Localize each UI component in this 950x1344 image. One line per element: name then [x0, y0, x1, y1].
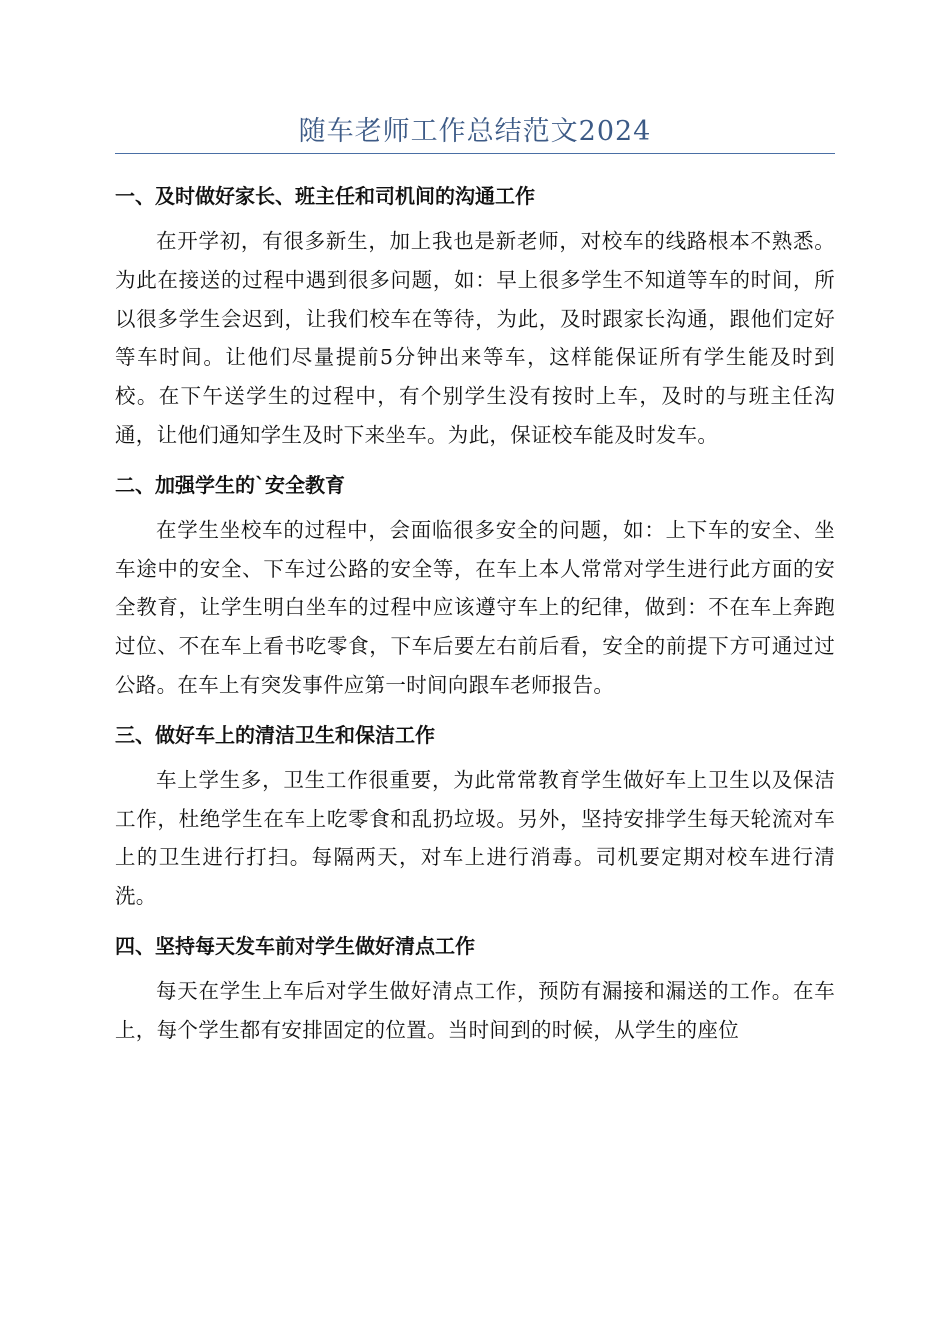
section-2	[115, 465, 835, 705]
section-paragraph: 车上学生多，卫生工作很重要，为此常常教育学生做好车上卫生以及保洁工作，杜绝学生在车上吃零食和乱扔垃圾。另外，坚持安排学生每天轮流对车上的卫生进行打扫。每隔两天，对车上进行消毒。司机要定期对校车进行清洗。	[115, 767, 835, 909]
section-paragraph: 每天在学生上车后对学生做好清点工作，预防有漏接和漏送的工作。在车上，每个学生都有安排固定的位置。当时间到的时候，从学生的座位	[115, 978, 835, 1042]
section-1	[115, 176, 835, 455]
section-heading: 一、及时做好家长、班主任和司机间的沟通工作	[115, 184, 535, 208]
section-paragraph: 在学生坐校车的过程中，会面临很多安全的问题，如：上下车的安全、坐车途中的安全、下车过公路的安全等，在车上本人常常对学生进行此方面的安全教育，让学生明白坐车的过程中应该遵守车上的纪律，做到：不在车上奔跑过位、不在车上看书吃零食，下车后要左右前后看，安全的前提下方可通过过公路。在车上有突发事件应第一时间向跟车老师报告。	[115, 517, 835, 697]
section-heading: 二、加强学生的`安全教育	[115, 472, 345, 497]
section-3	[115, 715, 835, 916]
section-heading: 四、坚持每天发车前对学生做好清点工作	[115, 933, 475, 958]
title-underline	[115, 153, 835, 154]
document-title: 随车老师工作总结范文2024	[298, 116, 652, 147]
document-body	[115, 176, 835, 1060]
section-heading: 三、做好车上的清洁卫生和保洁工作	[115, 722, 435, 747]
section-4	[115, 926, 835, 1050]
section-paragraph: 在开学初，有很多新生，加上我也是新老师，对校车的线路根本不熟悉。为此在接送的过程中遇到很多问题，如：早上很多学生不知道等车的时间，所以很多学生会迟到，让我们校车在等待，为此，及时跟家长沟通，跟他们定好等车时间。让他们尽量提前5分钟出来等车，这样能保证所有学生能及时到校。在下午送学生的过程中，有个别学生没有按时上车，及时的与班主任沟通，让他们通知学生及时下来坐车。为此，保证校车能及时发车。	[115, 229, 835, 447]
